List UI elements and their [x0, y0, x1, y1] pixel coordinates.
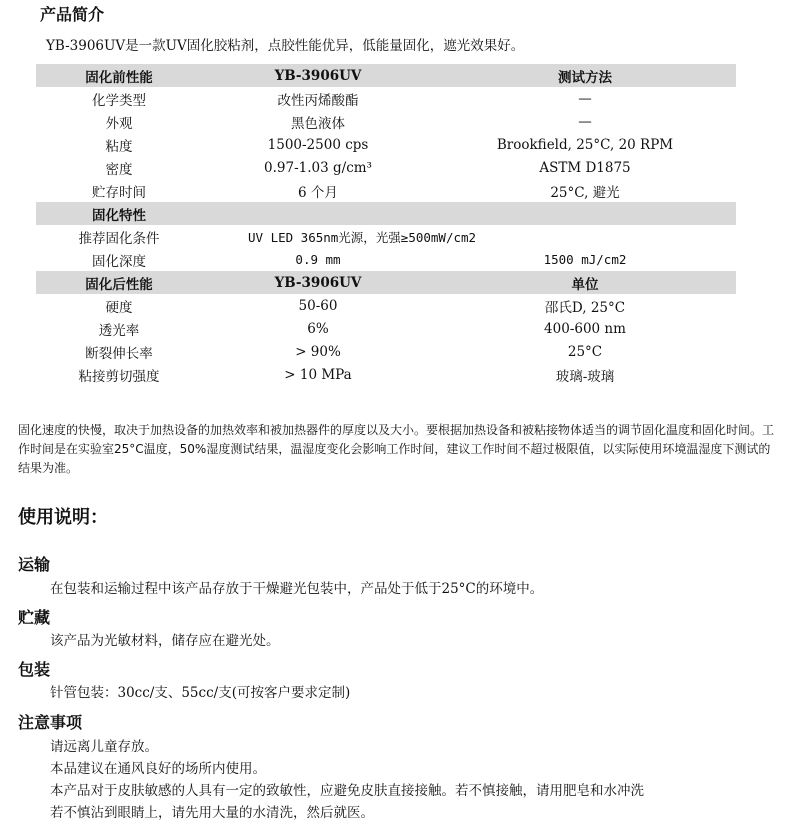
header-cell: 固化特性 [36, 202, 202, 225]
value-cell: > 90% [295, 343, 341, 360]
intro-text: YB-3906UV是一款UV固化胶粘剂，点胶性能优异，低能量固化，遮光效果好。 [46, 38, 525, 54]
property-cell: 贮存时间 [92, 184, 146, 201]
intro-heading: 产品简介 [40, 5, 105, 24]
property-cell: 透光率 [98, 322, 140, 339]
unit-cell: 25°C [567, 343, 603, 360]
notes-heading: 注意事项 [18, 713, 83, 732]
value-cell: > 10 MPa [284, 366, 352, 383]
header-cell: YB-3906UV [202, 271, 434, 294]
table-row [36, 248, 736, 271]
usage-heading: 使用说明： [18, 507, 108, 528]
packaging-text: 针管包装：30cc/支、55cc/支(可按客户要求定制) [50, 685, 351, 701]
notes-line: 本品建议在通风良好的场所内使用。 [50, 761, 266, 777]
curing-note: 固化速度的快慢，取决于加热设备的加热效率和被加热器件的厚度以及大小。要根据加热设备和被粘接物体适当的调节固化温度和固化时间。工作时间是在实验室25°C温度，50%湿度测试结果，温湿度变化会影响工作时间，建议工作时间不超过极限值，以实际使用环境温湿度下测试的结果为准。 [18, 423, 775, 475]
table-row [36, 294, 736, 317]
unit-cell: 邵氏D, 25°C [544, 299, 626, 316]
table-header-precure [36, 64, 736, 87]
unit-cell: 1500 mJ/cm2 [543, 252, 627, 267]
table-row [36, 317, 736, 340]
value-cell: UV LED 365nm光源，光强≥500mW/cm2 [248, 229, 477, 245]
header-cell: YB-3906UV [202, 64, 434, 87]
unit-cell: 400-600 nm [544, 320, 626, 337]
header-cell: 固化后性能 [36, 271, 202, 294]
value-cell: 0.97-1.03 g/cm³ [264, 159, 372, 176]
table-row [36, 179, 736, 202]
property-cell: 密度 [105, 161, 133, 178]
notes-line: 若不慎沾到眼睛上，请先用大量的水清洗，然后就医。 [50, 805, 374, 821]
property-cell: 硬度 [105, 299, 133, 316]
property-cell: 断裂伸长率 [85, 345, 153, 362]
value-cell: 0.9 mm [295, 252, 341, 267]
transport-text: 在包装和运输过程中该产品存放于干燥避光包装中，产品处于低于25°C的环境中。 [50, 581, 544, 597]
method-cell: ASTM D1875 [539, 159, 631, 176]
value-cell: 6 个月 [298, 184, 338, 201]
table-row [36, 133, 736, 156]
header-cell: 单位 [434, 271, 736, 294]
table-header-curing [36, 202, 736, 225]
storage-text: 该产品为光敏材料，储存应在避光处。 [50, 633, 280, 649]
property-cell: 外观 [105, 115, 133, 132]
property-cell: 固化深度 [92, 253, 146, 270]
table-row [36, 225, 736, 248]
property-cell: 推荐固化条件 [78, 230, 160, 247]
spec-table [36, 64, 736, 386]
property-cell: 粘接剪切强度 [78, 368, 160, 385]
header-cell [202, 202, 434, 225]
value-cell: 6% [307, 320, 329, 337]
method-cell: — [578, 90, 592, 107]
table-row [36, 110, 736, 133]
value-cell: 黑色液体 [291, 115, 345, 132]
packaging-heading: 包装 [18, 660, 51, 679]
table-row [36, 363, 736, 386]
table-header-postcure [36, 271, 736, 294]
method-cell: 25°C, 避光 [550, 184, 620, 201]
table-row [36, 340, 736, 363]
table-row [36, 156, 736, 179]
header-cell [434, 202, 736, 225]
notes-line: 本产品对于皮肤敏感的人具有一定的致敏性，应避免皮肤直接接触。若不慎接触，请用肥皂和水冲洗 [50, 783, 644, 799]
table-row [36, 87, 736, 110]
transport-heading: 运输 [18, 555, 51, 574]
property-cell: 化学类型 [92, 92, 146, 109]
notes-line: 请远离儿童存放。 [50, 739, 158, 755]
value-cell: 1500-2500 cps [267, 136, 369, 153]
unit-cell: 玻璃-玻璃 [555, 368, 615, 385]
header-cell: 测试方法 [434, 64, 736, 87]
storage-heading: 贮藏 [18, 608, 51, 627]
method-cell: — [578, 113, 592, 130]
value-cell: 50-60 [298, 297, 338, 314]
value-cell: 改性丙烯酸酯 [277, 92, 359, 109]
property-cell: 粘度 [105, 138, 133, 155]
method-cell: Brookfield, 25°C, 20 RPM [496, 136, 674, 153]
header-cell: 固化前性能 [36, 64, 202, 87]
